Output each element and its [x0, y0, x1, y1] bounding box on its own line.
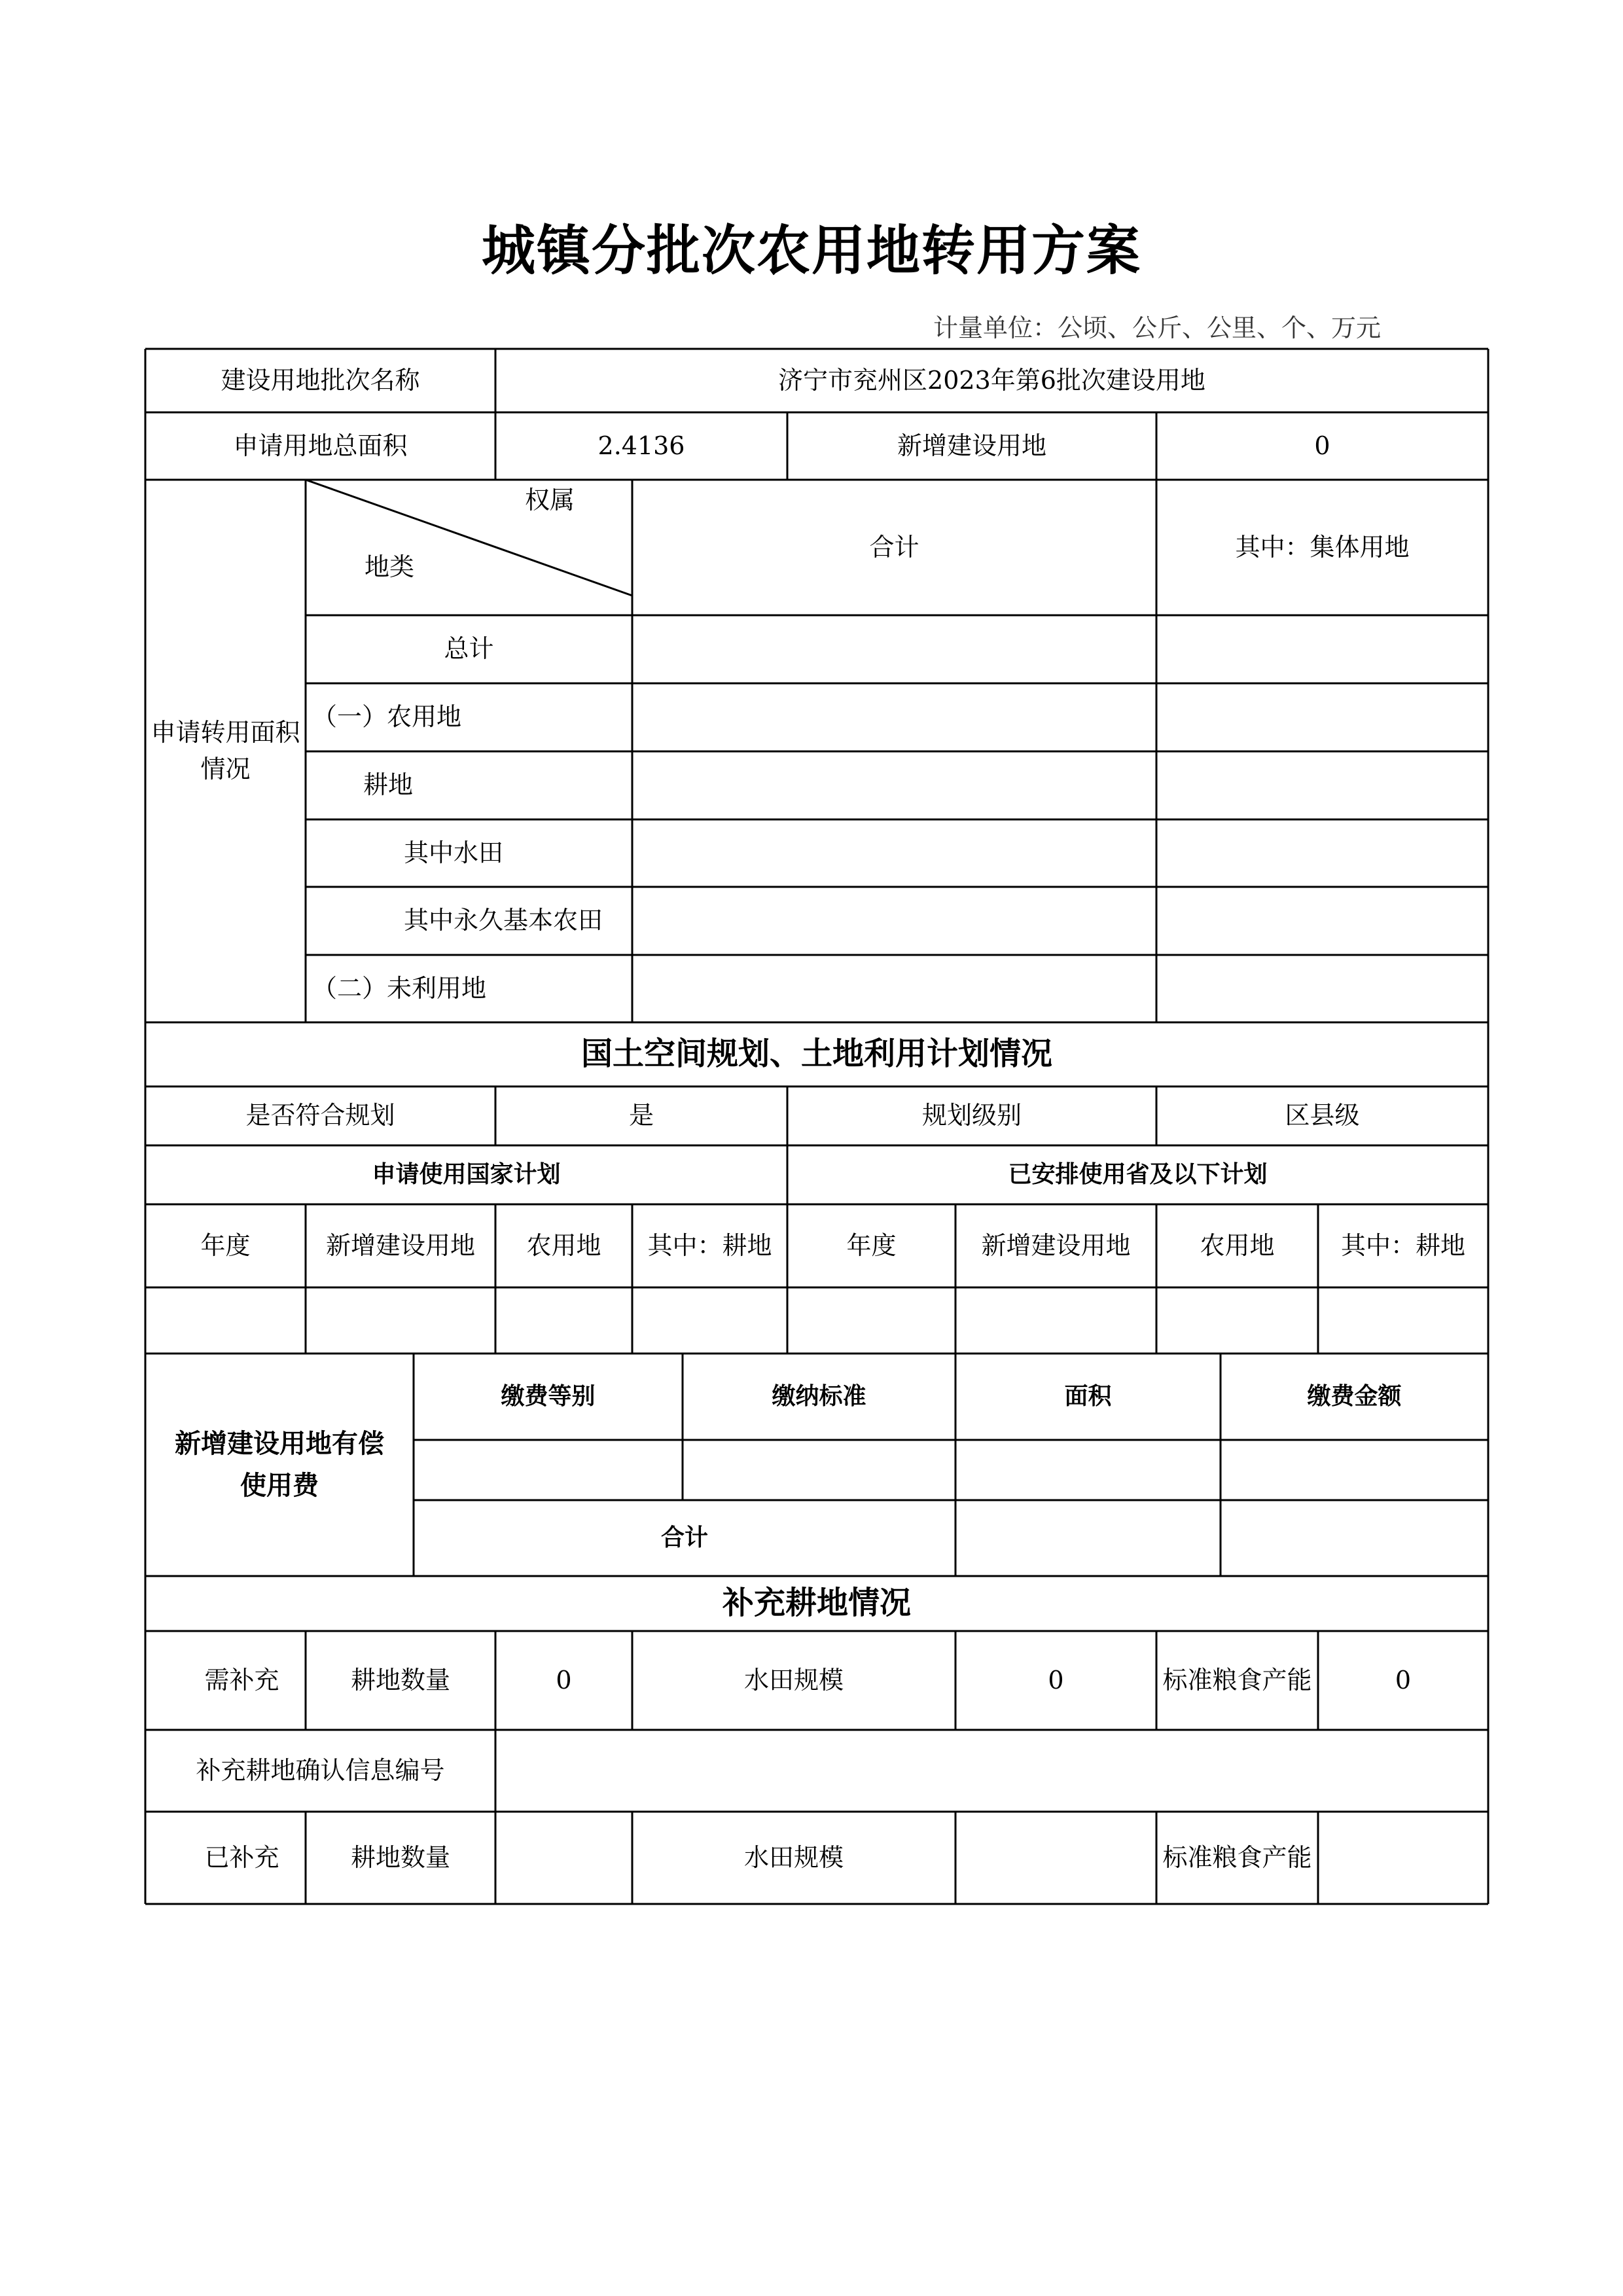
plan-col-year-2: 年度: [846, 1230, 897, 1260]
provincial-plan-heading: 已安排使用省及以下计划: [1008, 1160, 1268, 1188]
need-grain-value: 0: [1395, 1665, 1412, 1695]
diag-landtype-label: 地类: [364, 552, 414, 582]
planning-heading: 国土空间规划、土地利用计划情况: [580, 1035, 1052, 1073]
row-label-unused: （二）未利用地: [312, 973, 487, 1003]
plan-col-farmland: 其中：耕地: [647, 1230, 772, 1260]
col-collective-header: 其中：集体用地: [1235, 532, 1410, 562]
done-farmland-label: 耕地数量: [350, 1842, 450, 1872]
fee-col-amount: 缴费金额: [1307, 1382, 1402, 1410]
fee-col-area: 面积: [1064, 1382, 1112, 1410]
batch-name-value: 济宁市兖州区2023年第6批次建设用地: [778, 365, 1205, 395]
col-total-header: 合计: [869, 532, 919, 562]
fee-col-grade: 缴费等别: [501, 1382, 596, 1410]
unit-note: 计量单位：公顷、公斤、公里、个、万元: [933, 314, 1381, 342]
need-label: 需补充: [204, 1665, 279, 1695]
need-paddy-label: 水田规模: [743, 1665, 844, 1695]
total-area-value: 2.4136: [597, 431, 685, 460]
plan-col-farmland-2: 其中：耕地: [1340, 1230, 1465, 1260]
row-label-farmland: 耕地: [363, 770, 414, 800]
plan-col-year: 年度: [200, 1230, 251, 1260]
national-plan-heading: 申请使用国家计划: [372, 1160, 561, 1188]
conform-value: 是: [628, 1101, 654, 1130]
row-label-permanent: 其中永久基本农田: [404, 906, 603, 935]
total-area-label: 申请用地总面积: [233, 431, 408, 460]
row-label-total: 总计: [444, 634, 494, 664]
need-farmland-label: 耕地数量: [350, 1665, 450, 1695]
diag-ownership-label: 权属: [524, 486, 575, 515]
fee-total-label: 合计: [660, 1524, 708, 1551]
done-paddy-label: 水田规模: [743, 1842, 844, 1872]
need-paddy-value: 0: [1048, 1665, 1064, 1695]
batch-name-label: 建设用地批次名称: [221, 365, 420, 395]
plan-col-agricultural: 农用地: [526, 1230, 601, 1260]
done-grain-label: 标准粮食产能: [1162, 1842, 1312, 1872]
row-label-paddy: 其中水田: [404, 838, 504, 867]
fee-label: 新增建设用地有偿使用费: [175, 1429, 384, 1501]
page-title: 城镇分批次农用地转用方案: [481, 220, 1141, 282]
plan-col-new-construction: 新增建设用地: [325, 1230, 475, 1260]
row-label-agricultural: （一）农用地: [312, 702, 462, 732]
plan-col-new-construction-2: 新增建设用地: [981, 1230, 1131, 1260]
fee-col-standard: 缴纳标准: [772, 1382, 866, 1410]
confirm-code-label: 补充耕地确认信息编号: [196, 1755, 445, 1785]
plan-col-agricultural-2: 农用地: [1200, 1230, 1275, 1260]
need-farmland-value: 0: [556, 1665, 572, 1695]
plan-level-value: 区县级: [1285, 1101, 1360, 1130]
supplement-heading: 补充耕地情况: [722, 1585, 911, 1622]
new-construction-value: 0: [1314, 431, 1330, 460]
conform-label: 是否符合规划: [245, 1101, 395, 1130]
need-grain-label: 标准粮食产能: [1162, 1665, 1312, 1695]
done-label: 已补充: [204, 1842, 279, 1872]
plan-level-label: 规划级别: [921, 1101, 1022, 1130]
conversion-side-label: 申请转用面积情况: [151, 718, 300, 783]
new-construction-label: 新增建设用地: [897, 431, 1046, 460]
